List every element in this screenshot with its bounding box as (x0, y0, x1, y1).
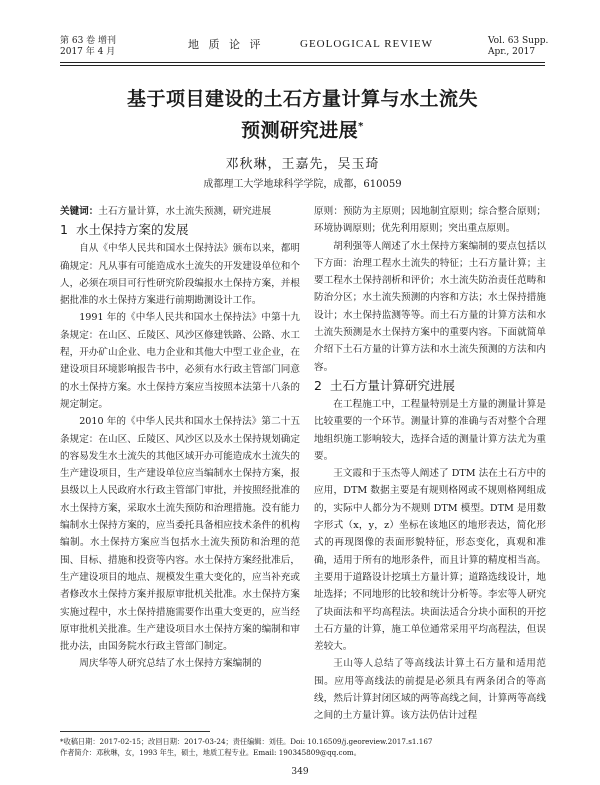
footnote-author-bio: 作者简介：邓秋琳，女，1993 年生，硕士，地质工程专业。Email: 190345809@qq.com。 (60, 748, 361, 757)
paragraph: 王文霞和于玉杰等人阐述了 DTM 法在土石方中的应用，DTM 数据主要是有规则格网或不规则格网组成的，实际中人都分为不规则 DTM 模型。DTM 是用数字形式（x，y，z）坐标在该地区的地形表达，简化形式的再现图像的表面形貌特征，形态变化，真观和准确，适用于所有的地形条件，而且计算的精度相当高。主要用于道路设计挖填土方量计算；道路选线设计，地址选择；不同地形的比较和统计分析等。李宏等人研究了块面法和平均高程法。块面法适合分块小面积的开挖土石方量的计算，施工单位通常采用平均高程法，但误差较大。 (314, 468, 546, 653)
page-number: 349 (291, 767, 309, 777)
left-column (60, 203, 300, 673)
section-2-number: 2 (314, 377, 322, 393)
keywords-text: 土石方量计算，水土流失预测，研究进展 (98, 206, 272, 217)
paragraph: 在工程施工中，工程量特别是土方量的测量计算是比较重要的一个环节。测量计算的准确与否对整个合理地组织施工影响较大，选择合适的测量计算方法尤为重要。 (314, 398, 546, 462)
header-volume-supp: Vol. 63 Supp. (488, 36, 549, 46)
paragraph: 胡利强等人阐述了水土保持方案编制的要点包括以下方面：治理工程水土流失的特征；土石方量计算；主要工程水土保持剖析和评价；水土流失防治责任范畴和防治分区；水土流失预测的内容和方法；水土保持措施设计；水土保持监测等等。而土石方量的计算方法和水土流失预测是水土保持方案中的重要内容。下面就简单介绍下土石方量的计算方法和水土流失预测的方法和内容。 (314, 240, 546, 373)
title-line-2-text: 预测研究进展 (241, 119, 359, 142)
paragraph: 2010 年的《中华人民共和国水土保持法》第二十五条规定：在山区、丘陵区、风沙区以及水土保持规划确定的容易发生水土流失的其他区域开办可能造成水土流失的生产建设项目，生产建设单位应当编制水土保持方案，报县级以上人民政府水行政主管部门审批，并按照经批准的水土保持方案，采取水土流失预防和治理措施。没有能力编制水土保持方案的，应当委托具备相应技术条件的机构编制。水土保持方案应当包括水土流失预防和治理的范围、目标、措施和投资等内容。水土保持方案经批准后，生产建设项目的地点、规模发生重大变化的，应当补充或者修改水土保持方案并报原审批机关批准。水土保持方案实施过程中，水土保持措施需要作出重大变更的，应当经原审批机关批准。生产建设项目水土保持方案的编制和审批办法，由国务院水行政主管部门制定。 (60, 416, 300, 653)
section-2-title: 土石方量计算研究进展 (329, 377, 455, 393)
paragraph: 1991 年的《中华人民共和国水土保持法》中第十九条规定：在山区、丘陵区、风沙区修建铁路、公路、水工程，开办矿山企业、电力企业和其他大中型工业企业，在建设项目环境影响报告书中，必须有水行政主管部门同意的水土保持方案。水土保持方案应当按照本法第十八条的规定制定。 (60, 312, 300, 410)
right-column (314, 203, 546, 725)
footnote (60, 736, 545, 758)
footnote-rule (60, 731, 210, 732)
header-volume-issue: 第 63 卷 增刊 (60, 36, 117, 46)
authors: 邓秋琳，王嘉先，吴玉琦 (225, 157, 380, 172)
header-rule-thin (60, 65, 545, 66)
keywords-label: 关键词： (60, 206, 99, 217)
header-volume-en (488, 36, 548, 58)
paragraph: 原则：预防为主原则；因地制宜原则；综合整合原则；环境协调原则；优先利用原则；突出重点原则。 (314, 206, 546, 235)
header-volume-cn (60, 36, 116, 58)
paragraph: 自从《中华人民共和国水土保持法》颁布以来，都明确规定：凡从事有可能造成水土流失的开发建设单位和个人，必须在项目可行性研究阶段编报水土保持方案，并根据批准的水土保持方案进行前期勘测设计工作。 (60, 243, 300, 307)
keywords (60, 203, 300, 220)
affiliation: 成都理工大学地球科学学院，成都，610059 (203, 179, 402, 190)
title-footnote-mark: * (358, 121, 364, 132)
section-1-heading (60, 220, 300, 240)
paragraph: 王山等人总结了等高线法计算土石方量和适用范围。应用等高线法的前提是必须具有两条闭合的等高线，然后计算封闭区域的两等高线之间，计算两等高线之间的土方量计算。该方法仍估计过程 (314, 658, 546, 722)
title-line-1: 基于项目建设的土石方量计算与水土流失 (126, 88, 478, 110)
section-1-number: 1 (60, 222, 68, 238)
article-title (60, 86, 545, 144)
header-date-cn: 2017 年 4 月 (60, 47, 116, 57)
footnote-received: *收稿日期：2017-02-15；改回日期：2017-03-24；责任编辑：刘佳。Doi: 10.16509/j.georeview.2017.s1.167 (60, 737, 433, 746)
journal-name-en: GEOLOGICAL REVIEW (300, 38, 433, 50)
journal-name-cn: 地 质 论 评 (188, 38, 264, 51)
paragraph: 周庆华等人研究总结了水土保持方案编制的 (79, 658, 262, 670)
header-date-en: Apr., 2017 (488, 47, 536, 57)
section-2-heading (314, 376, 546, 396)
section-1-title: 水土保持方案的发展 (75, 222, 189, 238)
title-line-2 (60, 113, 545, 144)
header-rule (60, 62, 545, 63)
